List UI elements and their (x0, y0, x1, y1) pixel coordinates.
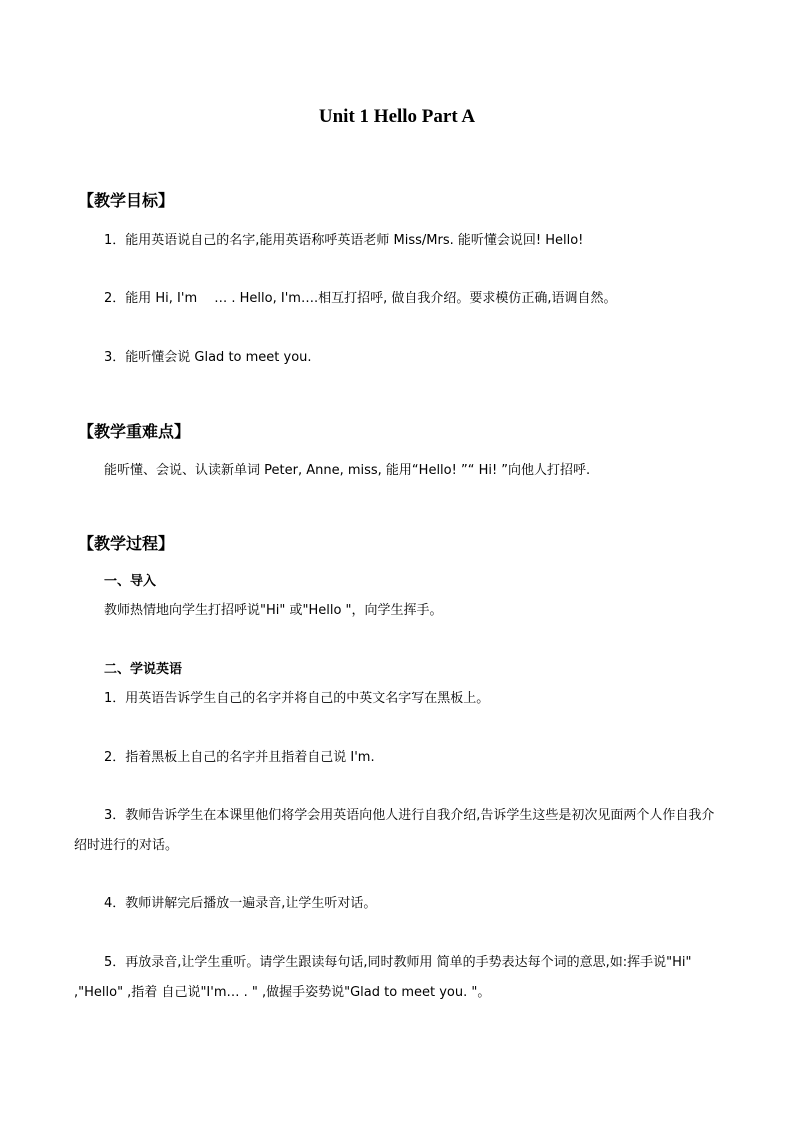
document-title: Unit 1 Hello Part A (318, 106, 476, 127)
process-part2-item-2: 2．指着黑板上自己的名字并且指着自己说 I'm. (104, 750, 375, 765)
goal-item-2: 2．能用 Hi, I'm … . Hello, I'm….相互打招呼, 做自我介绍。要求模仿正确,语调自然。 (104, 291, 617, 306)
process-part2-item-1: 1．用英语告诉学生自己的名字并将自己的中英文名字写在黑板上。 (104, 691, 490, 706)
process-part1-text: 教师热情地向学生打招呼说"Hi" 或"Hello "，向学生挥手。 (104, 603, 443, 618)
process-part1-heading: 一、导入 (104, 574, 157, 589)
key-points-text: 能听懂、会说、认读新单词 Peter, Anne, miss, 能用“Hello! ”“ Hi! ”向他人打招呼. (104, 463, 591, 478)
section-heading-key-points: 【教学重难点】 (78, 422, 191, 441)
goal-item-1: 1．能用英语说自己的名字,能用英语称呼英语老师 Miss/Mrs. 能听懂会说回! Hello! (104, 233, 584, 248)
process-part2-item-3: 3．教师告诉学生在本课里他们将学会用英语向他人进行自我介绍,告诉学生这些是初次见面两个人作自我介绍时进行的对话。 (74, 808, 715, 853)
process-part2-item-4: 4．教师讲解完后播放一遍录音,让学生听对话。 (104, 896, 377, 911)
goal-item-3: 3．能听懂会说 Glad to meet you. (104, 350, 312, 365)
section-heading-goals: 【教学目标】 (78, 191, 175, 210)
section-heading-process: 【教学过程】 (78, 534, 175, 553)
process-part2-item-5: 5．再放录音,让学生重听。请学生跟读每句话,同时教师用 简单的手势表达每个词的意思,如:挥手说"Hi" ,"Hello" ,指着 自己说"I'm… . " ,做握手姿势说"Glad to meet you. "。 (74, 955, 692, 1000)
process-part2-heading: 二、学说英语 (104, 662, 183, 677)
